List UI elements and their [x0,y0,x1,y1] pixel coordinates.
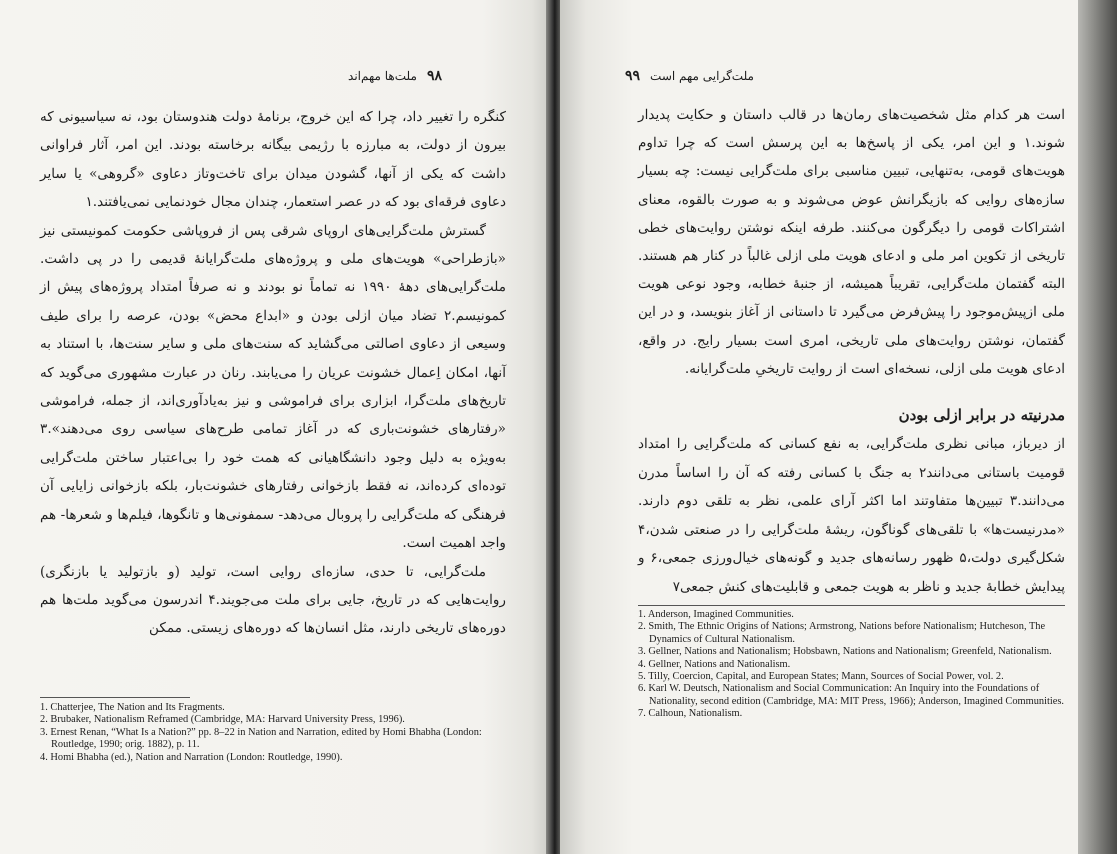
right-footnotes [638,609,1065,721]
page-number: ۹۹ [625,68,641,84]
paragraph: کنگره را تغییر داد، چرا که این خروج، برنامهٔ دولت هندوستان بود، نه سیاسیونی که بیرون از دولت، به مبارزه با رژیمی بیگانه برخاسته بودند. این امر، آثار فراوانی داشت که یکی از آنها، گشودن میدان برای تاخت‌وتاز دعاوی «گروهی» یا سایر دعاوی فرقه‌ای بود که در عصر استعمار، چندان مجال خودنمایی نمی‌یافتند.۱ [40,109,506,211]
right-page [560,0,1080,854]
footnote: 4. Gellner, Nations and Nationalism. [638,658,791,670]
paragraph: از دیرباز، مبانی نظری ملت‌گرایی، به نفع کسانی که ملت‌گرایی را امتداد قومیت باستانی می‌دانند۲ به جنگ با کسانی رفته که آن را اساساً مدرن می‌دانند.۳ تبیین‌ها متفاوتند اما اکثر آرای علمی، نظر به تلقی دوم دارند. «مدرنیست‌ها» با تلقی‌های گوناگون، ریشهٔ ملت‌گرایی را در صنعتی شدن،۴ شکل‌گیری دولت،۵ ظهور رسانه‌های جدید و گونه‌های خیال‌ورزی جمعی،۶ و پیدایش خطابهٔ جدید و ناظر به هویت جمعی و قابلیت‌های کنش جمعی۷ [638,436,1066,595]
running-title: ملت‌گرایی مهم است [650,69,754,83]
paragraph: گسترش ملت‌گرایی‌های اروپای شرقی پس از فروپاشی حکومت کمونیستی نیز «بازطراحی» هویت‌های ملی و پروژه‌های ملت‌گرایانهٔ قدیمی را در پی داشت. ملت‌گرایی‌های دههٔ ۱۹۹۰ نه تماماً نو بودند و نه صرفاً امتداد پروژه‌های پیش از کمونیسم.۲ تضاد میان ازلی بودن و «ابداع محض» بودن، عرصه را برای طیف وسیعی از دعاوی اصالتی می‌گشاید که سنت‌های ملی و سایر سنت‌ها، با استناد به آنها، امکان اِعمال خشونت عریان را می‌یابند. رنان در عبارت مشهوری می‌گوید که تاریخ‌های ملت‌گرا، ابزاری برای فراموشی و نیز به‌یادآوری‌اند، از جمله، فراموشی «رفتارهای خشونت‌باری که در آغاز تمامی طرح‌های سیاسی روی می‌دهند».۳ به‌ویژه به دلیل وجود دانشگاهیانی که همت خود را بی‌اعتبار ساختن ملت‌گرایی توده‌ای کرده‌اند، نه فقط بازخوانی رفتارهای خشونت‌بار، بلکه بازخوانی زایایی آن فرهنگی که ملت‌گرایی را پروبال می‌دهد- سمفونی‌ها و تانگوها، فیلم‌ها و شعرها- هم واجد اهمیت است. [40,222,506,552]
footnote: 5. Tilly, Coercion, Capital, and European States; Mann, Sources of Social Power, vol. 2. [638,671,1004,683]
paragraph: ملت‌گرایی، تا حدی، سازه‌ای روایی است، تولید (و بازتولید یا بازنگری) روایت‌هایی که در تاریخ، جایی برای ملت می‌جویند.۴ اندرسون می‌گوید ملت‌ها هم دوره‌های تاریخی دارند، مثل انسان‌ها که دوره‌های زیستی. ممکن [40,563,506,637]
footnote: 1. Anderson, Imagined Communities. [638,609,794,620]
page-number: ۹۸ [426,68,442,84]
footnote: 2. Smith, The Ethnic Origins of Nations; Armstrong, Nations before Nationalism; Hutcheson, The Dynamics of Cultural Nationalism. [638,621,1046,645]
left-footnotes [40,702,506,764]
running-title: ملت‌ها مهم‌اند [348,69,417,83]
right-page-body-bottom [638,430,1065,602]
footnote: 2. Brubaker, Nationalism Reframed (Cambridge, MA: Harvard University Press, 1996). [40,714,405,726]
left-page [0,0,548,854]
footnote-divider [638,605,1065,606]
book-edge-shadow [1078,0,1117,854]
right-page-body-top [638,101,1065,383]
footnote: 1. Chatterjee, The Nation and Its Fragments. [40,702,225,713]
left-page-header [0,66,442,86]
footnote: 6. Karl W. Deutsch, Nationalism and Social Communication: An Inquiry into the Foundations of Nationality, second edition (Cambridge, MA: MIT Press, 1966); Anderson, Imagined Communities. [638,683,1064,707]
section-heading: مدرنیته در برابر ازلی بودن [898,406,1065,424]
footnote: 4. Homi Bhabha (ed.), Nation and Narration (London: Routledge, 1990). [40,751,343,763]
paragraph: است هر کدام مثل شخصیت‌های رمان‌ها در قالب داستان و حکایت پدیدار شوند.۱ و این امر، یکی از پاسخ‌ها به این پرسش است که چرا تداوم هویت‌های قومی، به‌تنهایی، تبیین مناسبی برای ملت‌گرایی نیست: چه بسیار سازه‌های روایی که بازیگرانش عوض می‌شوند و به صورت بالقوه، معنای اشتراکات قومی را دیگرگون می‌کنند. طرفه اینکه نوشتن روایت‌های خطی تاریخی از تکوین امر ملی و ادعای هویت ملی ازلی غالباً در کنار هم هستند. البته گفتمان ملت‌گرایی، تقریباً همیشه، از جنبهٔ خطابه، وجود نوعی هویت ملی ازپیش‌موجود را پیش‌فرض می‌گیرد تا داستانی از آغاز بنویسد، و در این گفتمان، نوشتن روایت‌های ملی تاریخی، امری است بسیار رایج. در واقع، ادعای هویت ملی ازلی، نسخه‌ای است از روایت تاریخیِ ملت‌گرایانه. [638,107,1065,377]
footnote: 3. Gellner, Nations and Nationalism; Hobsbawn, Nations and Nationalism; Greenfeld, Nationalism. [638,646,1052,658]
footnote-divider [40,697,190,698]
footnote: 7. Calhoun, Nationalism. [638,708,743,720]
footnote: 3. Ernest Renan, “What Is a Nation?” pp. 8–22 in Nation and Narration, edited by Homi Bhabha (London: Routledge, 1990; orig. 1882), p. 11. [40,726,482,751]
left-page-body [40,103,506,643]
right-page-header [560,66,754,86]
